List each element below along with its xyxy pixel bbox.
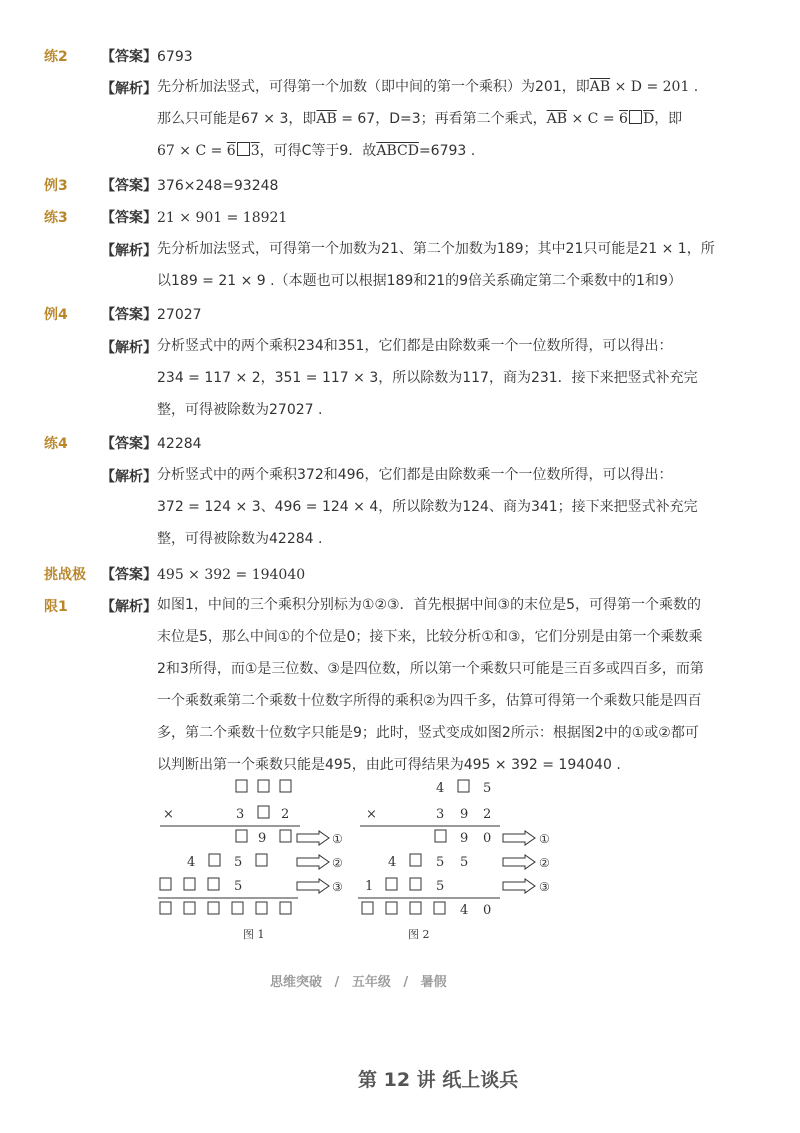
text-segment: =6793 . — [418, 143, 476, 159]
overline-ab: $\overline{AB}$ — [316, 111, 337, 127]
lian4-line1: 分析竖式中的两个乘积372和496，它们都是由除数乘一个一位数所得，可以得出： — [157, 467, 673, 483]
circled-label: ③ — [332, 880, 343, 894]
blank-box — [160, 878, 171, 890]
blank-box — [256, 854, 267, 866]
blank-box — [410, 902, 421, 914]
figure-2 — [358, 780, 550, 941]
xian1-line3: 2和3所得，而①是三位数、③是四位数，所以第一个乘数只可能是三百多或四百多，而第 — [157, 661, 704, 677]
circled-label: ① — [332, 832, 343, 846]
times-sign: × — [163, 807, 174, 822]
li3-tag: 例3 — [44, 178, 68, 194]
lian2-tag: 练2 — [44, 49, 68, 65]
blank-box — [435, 830, 446, 842]
blank-box — [362, 902, 373, 914]
li4-line3: 整，可得被除数为27027 . — [157, 402, 323, 418]
digit: 5 — [436, 879, 445, 894]
xian1-line6: 以判断出第一个乘数只能是495，由此可得结果为495 × 392 = 194040 . — [157, 757, 621, 773]
digit: 2 — [483, 807, 492, 822]
blank-box — [386, 878, 397, 890]
text-segment: × D = 201 . — [610, 79, 699, 95]
text-segment: × C = — [567, 111, 620, 127]
arrow-icon — [297, 831, 329, 845]
answer-value: 495 × 392 = 194040 — [157, 567, 306, 583]
digit: 5 — [436, 855, 445, 870]
digit: 5 — [234, 879, 243, 894]
text-segment: 67 × C = — [157, 143, 227, 159]
jiexi-label: 【解析】 — [101, 469, 157, 485]
digit: 9 — [460, 807, 469, 822]
lian4-line3: 整，可得被除数为42284 . — [157, 531, 323, 547]
blank-box — [458, 780, 469, 792]
xian1-line5: 多，第二个乘数十位数字只能是9；此时，竖式变成如图2所示：根据图2中的①或②都可 — [157, 725, 699, 741]
circled-label: ② — [539, 856, 550, 870]
text-segment: ，即 — [654, 111, 683, 127]
digit: 5 — [460, 855, 469, 870]
circled-label: ② — [332, 856, 343, 870]
course-name: 思维突破 — [270, 975, 323, 990]
digit: 5 — [483, 781, 492, 796]
tiaozhan-tag: 挑战极 — [44, 567, 86, 583]
blank-box — [434, 902, 445, 914]
blank-box — [184, 878, 195, 890]
circled-label: ③ — [539, 880, 550, 894]
answer-label: 【答案】 — [101, 49, 157, 65]
digit: 9 — [460, 831, 469, 846]
answer-label: 【答案】 — [101, 178, 157, 194]
text-segment: ，可得C等于9．故 — [259, 143, 377, 159]
overline-abcd: ABCD — [376, 143, 419, 159]
digit: 3 — [250, 143, 260, 159]
text-segment: 先分析加法竖式，可得第一个加数（即中间的第一个乘积）为201，即 — [157, 79, 590, 95]
arrow-icon — [503, 879, 535, 893]
blank-box — [410, 854, 421, 866]
circled-label: ① — [539, 832, 550, 846]
separator: / — [403, 975, 409, 990]
blank-box — [236, 830, 247, 842]
blank-box — [208, 902, 219, 914]
answer-label: 【答案】 — [101, 567, 157, 583]
arrow-icon — [503, 831, 535, 845]
blank-box — [280, 830, 291, 842]
digit: 4 — [187, 855, 196, 870]
digit: 3 — [236, 807, 245, 822]
digit: D — [642, 111, 655, 127]
times-sign: × — [366, 807, 377, 822]
text-segment: 那么只可能是67 × 3，即 — [157, 111, 317, 127]
digit: 4 — [460, 903, 469, 918]
figure-caption: 图 2 — [408, 928, 430, 941]
xian1-line4: 一个乘数乘第二个乘数十位数字所得的乘积②为四千多，估算可得第一个乘数只能是四百 — [157, 693, 702, 709]
figure-1 — [158, 780, 343, 941]
blank-box — [184, 902, 195, 914]
blank-box — [209, 854, 220, 866]
separator: / — [334, 975, 340, 990]
digit: 5 — [234, 855, 243, 870]
jiexi-label: 【解析】 — [101, 599, 157, 615]
answer-value: 376×248=93248 — [157, 178, 279, 194]
jiexi-label: 【解析】 — [101, 81, 157, 97]
answer-value: 6793 — [157, 49, 193, 65]
digit: 6 — [226, 143, 236, 159]
answer-label: 【答案】 — [101, 210, 157, 226]
text-segment: = 67，D=3；再看第二个乘式， — [336, 111, 547, 127]
footer-course-info — [270, 971, 447, 990]
jiexi-label: 【解析】 — [101, 340, 157, 356]
blank-box — [280, 780, 291, 792]
answer-value: 21 × 901 = 18921 — [157, 210, 288, 226]
li4-line2: 234 = 117 × 2，351 = 117 × 3，所以除数为117，商为231．接下来把竖式补充完 — [157, 370, 698, 386]
lian4-line2: 372 = 124 × 3、496 = 124 × 4，所以除数为124、商为341；接下来把竖式补充完 — [157, 499, 698, 515]
blank-box — [208, 878, 219, 890]
xian1-tag: 限1 — [44, 599, 68, 615]
digit: 9 — [258, 831, 267, 846]
li4-line1: 分析竖式中的两个乘积234和351，它们都是由除数乘一个一位数所得，可以得出： — [157, 338, 673, 354]
digit: 1 — [365, 879, 374, 894]
digit: 2 — [281, 807, 290, 822]
overline-ab: $\overline{AB}$ — [546, 111, 568, 127]
answer-label: 【答案】 — [101, 307, 157, 323]
blank-box — [280, 902, 291, 914]
arrow-icon — [297, 855, 329, 869]
lian3-line1: 先分析加法竖式，可得第一个加数为21、第二个加数为189；其中21只可能是21 × 1，所 — [157, 241, 715, 257]
arrow-icon — [297, 879, 329, 893]
digit: 4 — [388, 855, 397, 870]
lecture-title: 第 12 讲 纸上谈兵 — [358, 1069, 519, 1091]
jiexi-label: 【解析】 — [101, 243, 157, 259]
answer-value: 42284 — [157, 436, 202, 452]
arrow-icon — [503, 855, 535, 869]
blank-box — [232, 902, 243, 914]
xian1-line2: 末位是5，那么中间①的个位是0；接下来，比较分析①和③，它们分别是由第一个乘数乘 — [157, 629, 703, 645]
blank-box — [258, 806, 269, 818]
blank-box — [410, 878, 421, 890]
answer-label: 【答案】 — [101, 436, 157, 452]
digit: 0 — [483, 831, 492, 846]
overline-ab: $\overline{AB}$ — [589, 79, 611, 95]
digit: 6 — [619, 111, 628, 127]
answer-value: 27027 — [157, 307, 202, 323]
lian3-tag: 练3 — [44, 210, 68, 226]
lian4-tag: 练4 — [44, 436, 68, 452]
blank-box — [236, 780, 247, 792]
grade-name: 五年级 — [351, 975, 391, 990]
lian3-line2: 以189 = 21 × 9 .（本题也可以根据189和21的9倍关系确定第二个乘数中的1和9） — [157, 273, 682, 289]
digit: 4 — [436, 781, 445, 796]
xian1-line1: 如图1，中间的三个乘积分别标为①②③．首先根据中间③的末位是5，可得第一个乘数的 — [157, 597, 702, 613]
blank-box — [386, 902, 397, 914]
figure-caption: 图 1 — [243, 928, 265, 941]
blank-box — [258, 780, 269, 792]
li4-tag: 例4 — [44, 307, 68, 323]
digit: 0 — [483, 903, 492, 918]
digit: 3 — [436, 807, 445, 822]
term-name: 暑假 — [420, 975, 447, 990]
blank-box — [256, 902, 267, 914]
blank-box — [160, 902, 171, 914]
